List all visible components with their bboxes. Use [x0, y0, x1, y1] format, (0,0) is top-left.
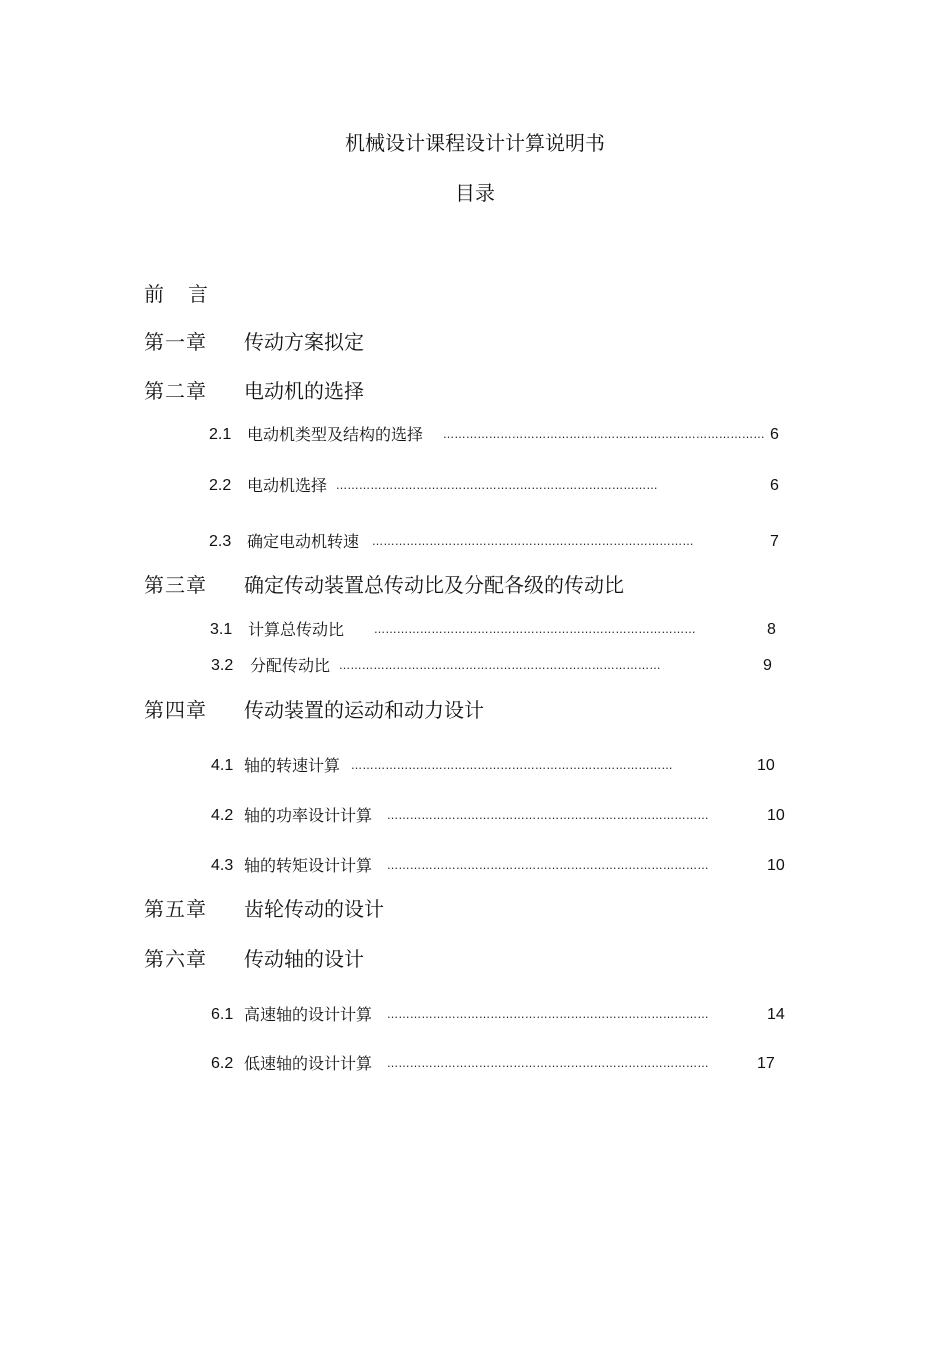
toc-section-4-1[interactable]: [211, 755, 791, 777]
dot-leader: …………………………………………………………………………: [372, 535, 694, 548]
section-title: 分配传动比: [250, 656, 331, 675]
section-title: 计算总传动比: [248, 620, 345, 639]
page-number: 6: [770, 477, 779, 494]
chapter-title: 传动轴的设计: [244, 947, 364, 971]
dot-leader: …………………………………………………………………………: [351, 759, 673, 772]
toc-section-3-1[interactable]: [210, 619, 790, 641]
chapter-title: 确定传动装置总传动比及分配各级的传动比: [244, 573, 624, 597]
section-title: 低速轴的设计计算: [244, 1054, 373, 1073]
chapter-number: 第六章: [144, 947, 207, 971]
section-title: 轴的转矩设计计算: [244, 856, 373, 875]
section-number: 4.2: [211, 807, 234, 824]
page-number: 7: [770, 533, 779, 550]
dot-leader: …………………………………………………………………………: [339, 659, 661, 672]
page-number: 17: [757, 1055, 775, 1072]
toc-section-6-2[interactable]: [211, 1053, 811, 1075]
dot-leader: …………………………………………………………………………: [443, 428, 765, 441]
section-number: 4.1: [211, 757, 234, 774]
section-number: 2.1: [209, 426, 232, 443]
dot-leader: …………………………………………………………………………: [374, 623, 696, 636]
section-number: 6.1: [211, 1006, 234, 1023]
chapter-number: 第四章: [144, 698, 207, 722]
chapter-number: 第二章: [144, 379, 207, 403]
page-number: 10: [767, 807, 785, 824]
page-number: 6: [770, 426, 779, 443]
section-title: 轴的功率设计计算: [244, 806, 373, 825]
preface-char-1: 前: [144, 282, 164, 306]
page-number: 9: [763, 657, 772, 674]
section-title: 高速轴的设计计算: [244, 1005, 373, 1024]
preface-char-2: 言: [188, 282, 208, 306]
page-number: 14: [767, 1006, 785, 1023]
dot-leader: …………………………………………………………………………: [387, 1008, 709, 1021]
section-number: 3.1: [210, 621, 233, 638]
chapter-number: 第一章: [144, 330, 207, 354]
toc-section-4-3[interactable]: [211, 855, 811, 877]
dot-leader: …………………………………………………………………………: [387, 859, 709, 872]
section-number: 2.3: [209, 533, 232, 550]
chapter-title: 传动方案拟定: [244, 330, 364, 354]
toc-heading: 目录: [455, 181, 495, 205]
document-title: 机械设计课程设计计算说明书: [345, 131, 605, 155]
chapter-number: 第五章: [144, 897, 207, 921]
toc-section-4-2[interactable]: [211, 805, 811, 827]
section-number: 6.2: [211, 1055, 234, 1072]
section-number: 3.2: [211, 657, 234, 674]
section-title: 确定电动机转速: [247, 532, 360, 551]
toc-section-2-1[interactable]: [209, 424, 789, 446]
toc-section-6-1[interactable]: [211, 1004, 811, 1026]
page-number: 10: [757, 757, 775, 774]
page-number: 10: [767, 857, 785, 874]
toc-section-2-2[interactable]: [209, 475, 789, 497]
dot-leader: …………………………………………………………………………: [336, 479, 658, 492]
chapter-title: 传动装置的运动和动力设计: [244, 698, 484, 722]
section-number: 4.3: [211, 857, 234, 874]
chapter-number: 第三章: [144, 573, 207, 597]
section-title: 轴的转速计算: [244, 756, 341, 775]
toc-section-3-2[interactable]: [211, 655, 791, 677]
chapter-title: 齿轮传动的设计: [244, 897, 384, 921]
section-title: 电动机选择: [247, 476, 328, 495]
dot-leader: …………………………………………………………………………: [387, 809, 709, 822]
toc-section-2-3[interactable]: [209, 531, 789, 553]
chapter-title: 电动机的选择: [244, 379, 364, 403]
page-number: 8: [767, 621, 776, 638]
dot-leader: …………………………………………………………………………: [387, 1057, 709, 1070]
section-title: 电动机类型及结构的选择: [247, 425, 424, 444]
section-number: 2.2: [209, 477, 232, 494]
